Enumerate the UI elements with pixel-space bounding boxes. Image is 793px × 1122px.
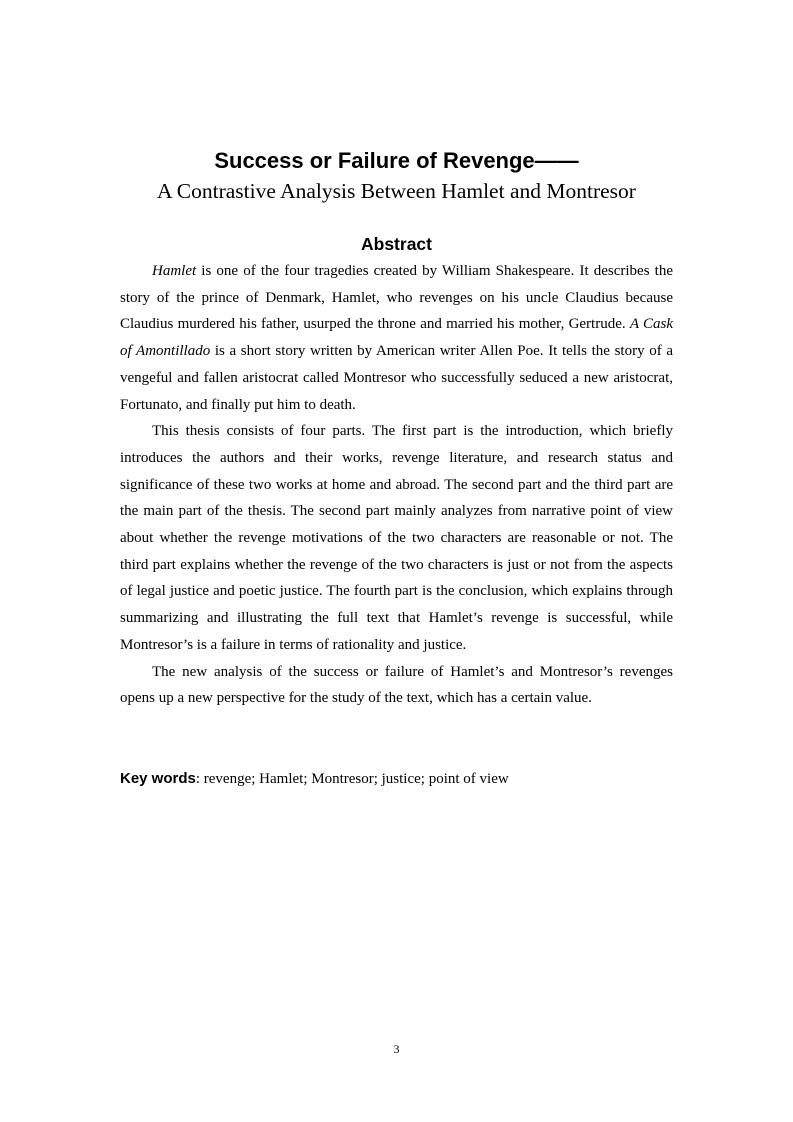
abstract-paragraph-1 bbox=[120, 258, 673, 418]
work-title-hamlet: Hamlet bbox=[152, 263, 197, 279]
keywords-label: Key words bbox=[120, 770, 196, 787]
paragraph-1-text-a: is one of the four tragedies created by William Shakespeare. It describes the story of the prince of Denmark, Hamlet, who revenges on his uncle Claudius because Claudius murdered his father, usurped the throne and married his mother, Gertrude. bbox=[120, 263, 673, 333]
abstract-paragraph-2: This thesis consists of four parts. The first part is the introduction, which briefly introduces the authors and their works, revenge literature, and research status and significance of these two works at home and abroad. The second part and the third part are the main part of the thesis. The second part mainly analyzes from narrative point of view about whether the revenge motivations of the two characters are reasonable or not. The third part explains whether the revenge of the two characters is just or not from the aspects of legal justice and poetic justice. The fourth part is the conclusion, which explains through summarizing and illustrating the full text that Hamlet’s revenge is successful, while Montresor’s is a failure in terms of rationality and justice. bbox=[120, 423, 673, 653]
abstract-body bbox=[120, 258, 673, 712]
page-number: 3 bbox=[393, 1042, 400, 1056]
abstract-paragraph-3: The new analysis of the success or failure of Hamlet’s and Montresor’s revenges opens up a new perspective for the study of the text, which has a certain value. bbox=[120, 663, 673, 707]
paragraph-1-text-b: is a short story written by American writer Allen Poe. It tells the story of a vengeful and fallen aristocrat called Montresor who successfully seduced a new aristocrat, Fortunato, and finally put him to death. bbox=[120, 343, 673, 413]
abstract-heading: Abstract bbox=[361, 234, 432, 254]
document-subtitle: A Contrastive Analysis Between Hamlet and Montresor bbox=[157, 179, 636, 203]
work-title-cask: A Cask of Amontillado bbox=[120, 316, 673, 360]
document-title: Success or Failure of Revenge—— bbox=[214, 148, 579, 173]
keywords-line bbox=[120, 766, 673, 792]
keywords-text: : revenge; Hamlet; Montresor; justice; point of view bbox=[195, 771, 509, 787]
